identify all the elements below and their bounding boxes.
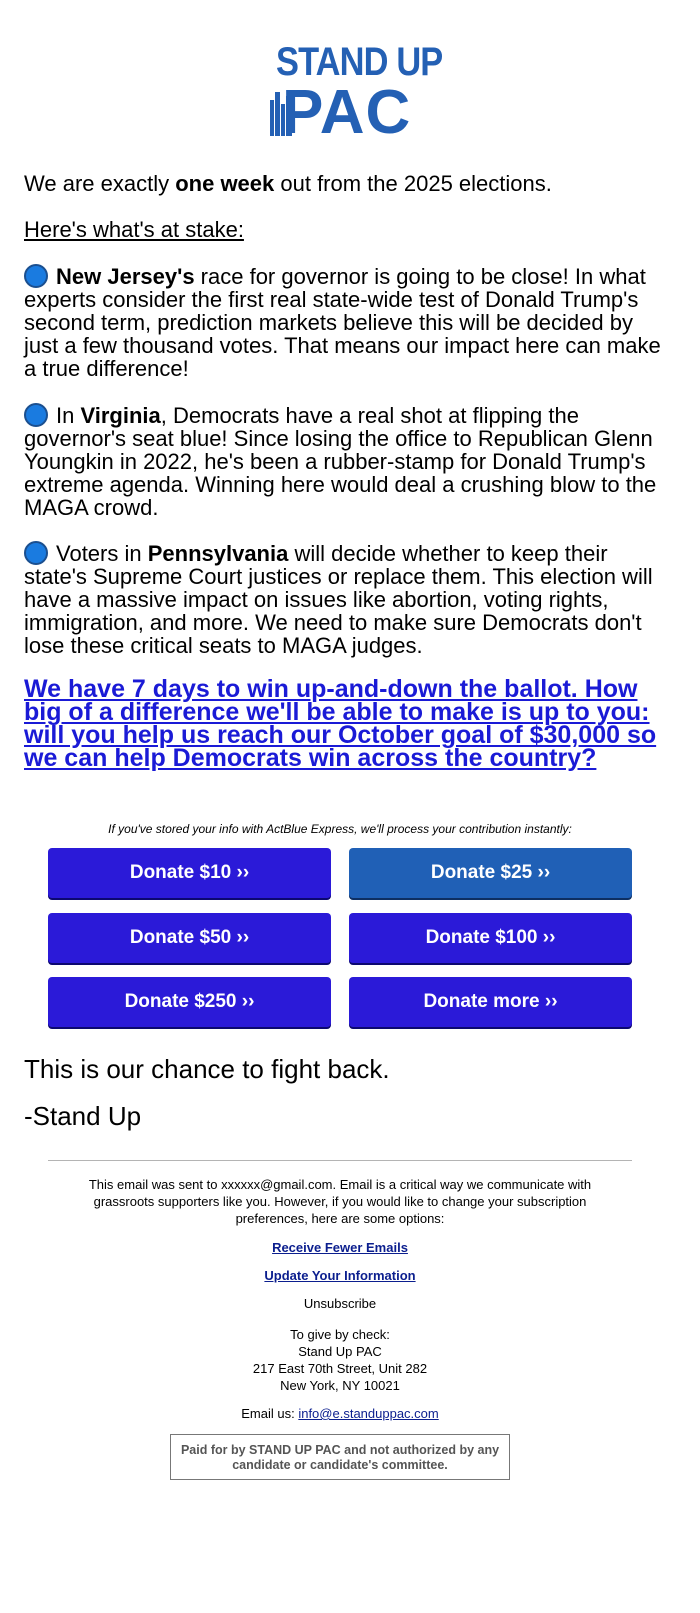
update-information-link[interactable]: Update Your Information	[264, 1268, 416, 1283]
receive-fewer-emails-link[interactable]: Receive Fewer Emails	[272, 1240, 408, 1255]
blue-circle-icon	[24, 264, 48, 288]
stand-up-pac-logo	[270, 40, 443, 147]
blue-circle-icon	[24, 403, 48, 427]
footer-divider	[48, 1160, 632, 1161]
footer-update	[70, 1267, 610, 1284]
footer-sent-to: This email was sent to xxxxxx@gmail.com. Email is a critical way we communicate with grassroots supporters like you. However, if you would like to change your subscription preferences, here are some options:	[88, 1177, 592, 1226]
email-us: Email us: info@e.standuppac.com	[241, 1406, 439, 1421]
intro-paragraph: We are exactly one week out from the 2025 elections.	[24, 171, 552, 196]
donate-100-button[interactable]: Donate $100 ››	[349, 913, 632, 963]
actblue-note: If you've stored your info with ActBlue Express, we'll process your contribution instantly:	[108, 822, 572, 836]
logo-line-2: PAC	[282, 78, 412, 147]
org-name: Stand Up PAC	[298, 1344, 382, 1359]
stake-heading: Here's what's at stake:	[24, 217, 244, 242]
closing-line: This is our chance to fight back.	[24, 1054, 390, 1084]
city-address: New York, NY 10021	[280, 1378, 400, 1393]
donate-250-button[interactable]: Donate $250 ››	[48, 977, 331, 1027]
logo-line-1: STAND UP	[276, 40, 443, 84]
blue-circle-icon	[24, 541, 48, 565]
check-address	[70, 1326, 610, 1394]
street-address: 217 East 70th Street, Unit 282	[252, 1361, 428, 1376]
email-link[interactable]: info@e.standuppac.com	[298, 1406, 439, 1421]
check-heading: To give by check:	[290, 1327, 390, 1342]
footer-options	[70, 1239, 610, 1256]
paid-for-disclaimer: Paid for by STAND UP PAC and not authorized by any candidate or candidate's committee.	[170, 1434, 510, 1480]
signature: -Stand Up	[24, 1101, 142, 1131]
unsubscribe-link[interactable]: Unsubscribe	[303, 1296, 377, 1311]
donate-50-button[interactable]: Donate $50 ››	[48, 913, 331, 963]
item-pennsylvania: Voters in Pennsylvania will decide whether to keep their state's Supreme Court justices or replace them. This election will have a massive impact on issues like abortion, voting rights, immigration, and more. We need to make sure Democrats don't lose these critical seats to MAGA judges.	[24, 541, 653, 658]
item-virginia: In Virginia, Democrats have a real shot at flipping the governor's seat blue! Since losing the office to Republican Glenn Youngkin in 2022, he's been a rubber-stamp for Donald Trump's extreme agenda. Winning here would deal a crushing blow to the MAGA crowd.	[24, 403, 657, 520]
donate-cta-link[interactable]: We have 7 days to win up-and-down the ballot. How big of a difference we'll be able to make is up to you: will you help us reach our October goal of $30,000 so we can help Democrats win across the country?	[24, 675, 657, 772]
donate-10-button[interactable]: Donate $10 ››	[48, 848, 331, 898]
donate-more-button[interactable]: Donate more ››	[349, 977, 632, 1027]
donate-25-button[interactable]: Donate $25 ››	[349, 848, 632, 898]
item-new-jersey: New Jersey's race for governor is going to be close! In what experts consider the first real state-wide test of Donald Trump's second term, prediction markets believe this will be decided by just a few thousand votes. That means our impact here can make a true difference!	[24, 264, 661, 381]
